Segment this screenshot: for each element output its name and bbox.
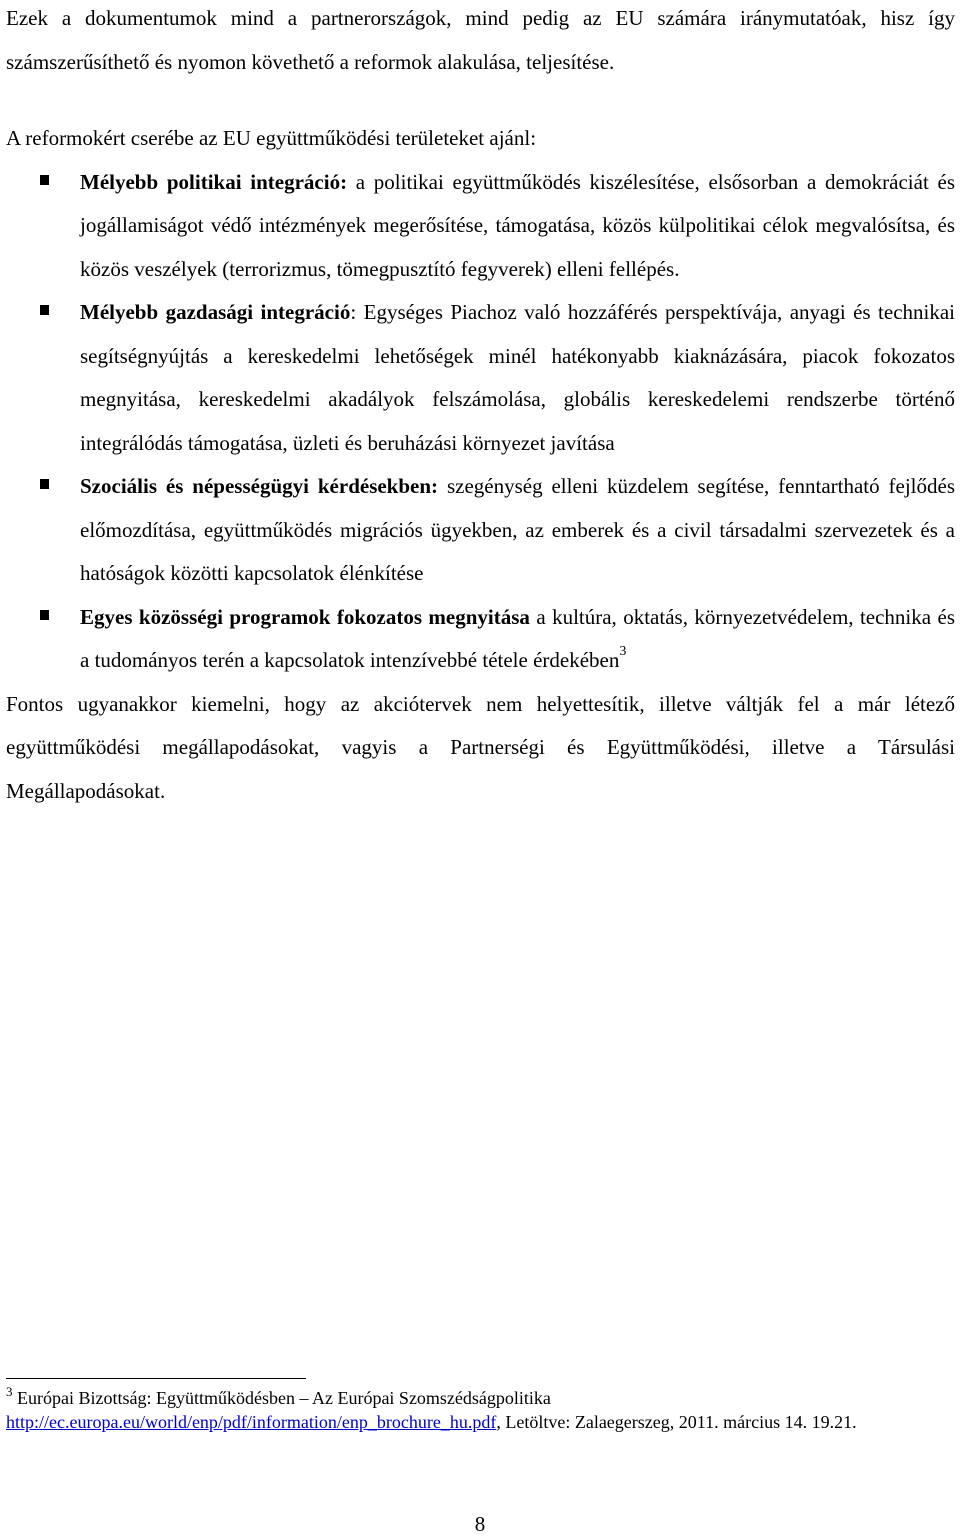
square-bullet-icon [40, 175, 49, 185]
list-item-text: szegénység elleni küzdelem segítése, fenntartható fejlődés előmozdítása, együttműködés migrációs ügyekben, az emberek és a civil társadalmi szervezetek és a hatóságok közötti kapcsolatok élénkítése [80, 474, 956, 585]
list-item-political-integration [6, 161, 955, 292]
footnote-retrieved: , Letöltve: Zalaegerszeg, 2011. március 14. 19.21. [496, 1412, 857, 1432]
document-page [6, 0, 955, 813]
footnote-separator [6, 1378, 306, 1379]
list-item-heading: Mélyebb politikai integráció: [80, 169, 348, 194]
list-item-heading: Egyes közösségi programok fokozatos megnyitása [80, 604, 530, 629]
list-item-heading: Mélyebb gazdasági integráció [80, 300, 351, 324]
list-item-economic-integration [6, 291, 955, 465]
footnote-number: 3 [6, 1384, 13, 1399]
list-item-text: a kultúra, oktatás, környezetvédelem, technika és a tudományos terén a kapcsolatok intenzívebbé tétele érdekében [80, 604, 955, 672]
cooperation-areas-list [6, 161, 955, 683]
list-item-text: : Egységes Piachoz való hozzáférés perspektívája, anyagi és technikai segítségnyújtás a kereskedelmi lehetőségek minél hatékonyabb kiaknázására, piacok fokozatos megnyitása, kereskedelmi akadályok felszámolása, globális kereskedelemi rendszerbe történő integrálódás támogatása, üzleti és beruházási környezet javítása [80, 300, 955, 455]
footnote-reference[interactable]: 3 [619, 644, 627, 659]
list-item-social-issues [6, 465, 955, 596]
footnote-source: Európai Bizottság: Együttműködésben – Az Európai Szomszédságpolitika [12, 1388, 551, 1408]
page-number: 8 [474, 1512, 486, 1536]
square-bullet-icon [40, 479, 49, 489]
footnote-link[interactable]: http://ec.europa.eu/world/enp/pdf/information/enp_brochure_hu.pdf [6, 1412, 497, 1432]
lead-paragraph: A reformokért cserébe az EU együttműködési területeket ajánl: [6, 126, 537, 150]
list-item-text: a politikai együttműködés kiszélesítése, elsősorban a demokráciát és jogállamiságot védő intézmények megerősítése, támogatása, közös külpolitikai célok megvalósítsa, és közös veszélyek (terrorizmus, tömegpusztító fegyverek) elleni fellépés. [80, 169, 955, 281]
list-item-heading: Szociális és népességügyi kérdésekben: [80, 474, 439, 498]
list-item-community-programmes [6, 596, 955, 683]
closing-paragraph: Fontos ugyanakkor kiemelni, hogy az akciótervek nem helyettesítik, illetve váltják fel a már létező együttműködési megállapodásokat, vagyis a Partnerségi és Együttműködési, illetve a Társulási Megállapodásokat. [6, 691, 955, 803]
square-bullet-icon [40, 305, 49, 315]
intro-paragraph: Ezek a dokumentumok mind a partnerországok, mind pedig az EU számára iránymutatóak, hisz így számszerűsíthető és nyomon követhető a reformok alakulása, teljesítése. [6, 6, 955, 74]
footnote [6, 1386, 951, 1434]
square-bullet-icon [40, 610, 49, 620]
